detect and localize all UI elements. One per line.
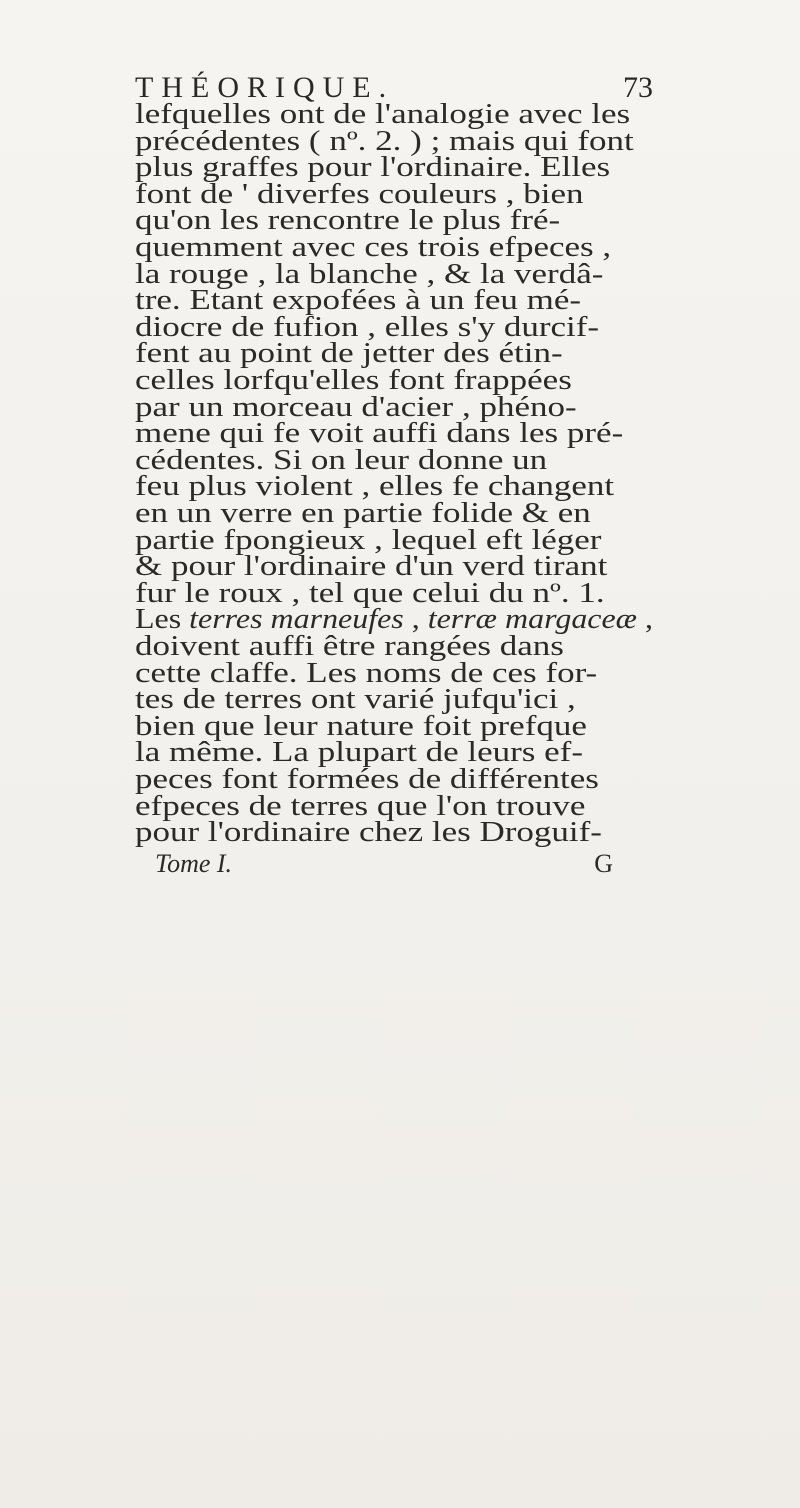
line-tail: , xyxy=(637,604,654,636)
text-line: cette claffe. Les noms de ces for- xyxy=(135,657,598,689)
text-line: tre. Etant expofées à un feu mé- xyxy=(135,285,582,317)
text-line: quemment avec ces trois efpeces , xyxy=(135,232,612,263)
text-line: feu plus violent , elles fe changent xyxy=(135,471,615,503)
text-line: cédentes. Si on leur donne un xyxy=(135,444,548,476)
text-line: en un verre en partie folide & en xyxy=(135,498,591,529)
text-line: fur le roux , tel que celui du nº. 1. xyxy=(135,577,605,609)
text-line: pour l'ordinaire chez les Droguif- xyxy=(135,817,602,849)
line-mid: , xyxy=(403,604,428,636)
text-line: mene qui fe voit auffi dans les pré- xyxy=(135,418,624,450)
line-lead: Les xyxy=(135,604,190,636)
text-line: la même. La plupart de leurs ef- xyxy=(135,737,584,769)
text-line: plus graffes pour l'ordinaire. Elles xyxy=(135,152,611,184)
text-line: partie fpongieux , lequel eft léger xyxy=(135,524,602,556)
text-line: celles lorfqu'elles font frappées xyxy=(135,365,572,396)
signature-mark: G xyxy=(594,848,613,878)
page-number: 73 xyxy=(623,71,653,104)
text-line: tes de terres ont varié jufqu'ici , xyxy=(135,684,576,716)
text-line-with-italics xyxy=(135,604,654,636)
text-line: & pour l'ordinaire d'un verd tirant xyxy=(135,551,608,583)
text-line: la rouge , la blanche , & la verdâ- xyxy=(135,258,604,290)
text-line: peces font formées de différentes xyxy=(135,764,599,795)
text-line: efpeces de terres que l'on trouve xyxy=(135,790,586,822)
text-line: qu'on les rencontre le plus fré- xyxy=(135,205,561,237)
text-line: font de ' diverfes couleurs , bien xyxy=(135,178,584,210)
text-line: fent au point de jetter des étin- xyxy=(135,338,563,370)
text-line: précédentes ( nº. 2. ) ; mais qui font xyxy=(135,125,634,157)
italic-term-terres-marneufes: terres marneufes xyxy=(189,604,404,636)
page-footer xyxy=(155,847,613,891)
text-line: diocre de fufion , elles s'y durcif- xyxy=(135,311,600,343)
text-line: lefquelles ont de l'analogie avec les xyxy=(135,99,631,130)
running-head: THÉORIQUE. xyxy=(135,71,395,104)
text-line: par un morceau d'acier , phéno- xyxy=(135,391,577,423)
italic-term-terrae-margaceae: terræ margaceæ xyxy=(427,604,638,636)
text-line: bien que leur nature foit prefque xyxy=(135,710,587,742)
text-line: doivent auffi être rangées dans xyxy=(135,631,564,662)
volume-mark: Tome I. xyxy=(155,848,233,878)
